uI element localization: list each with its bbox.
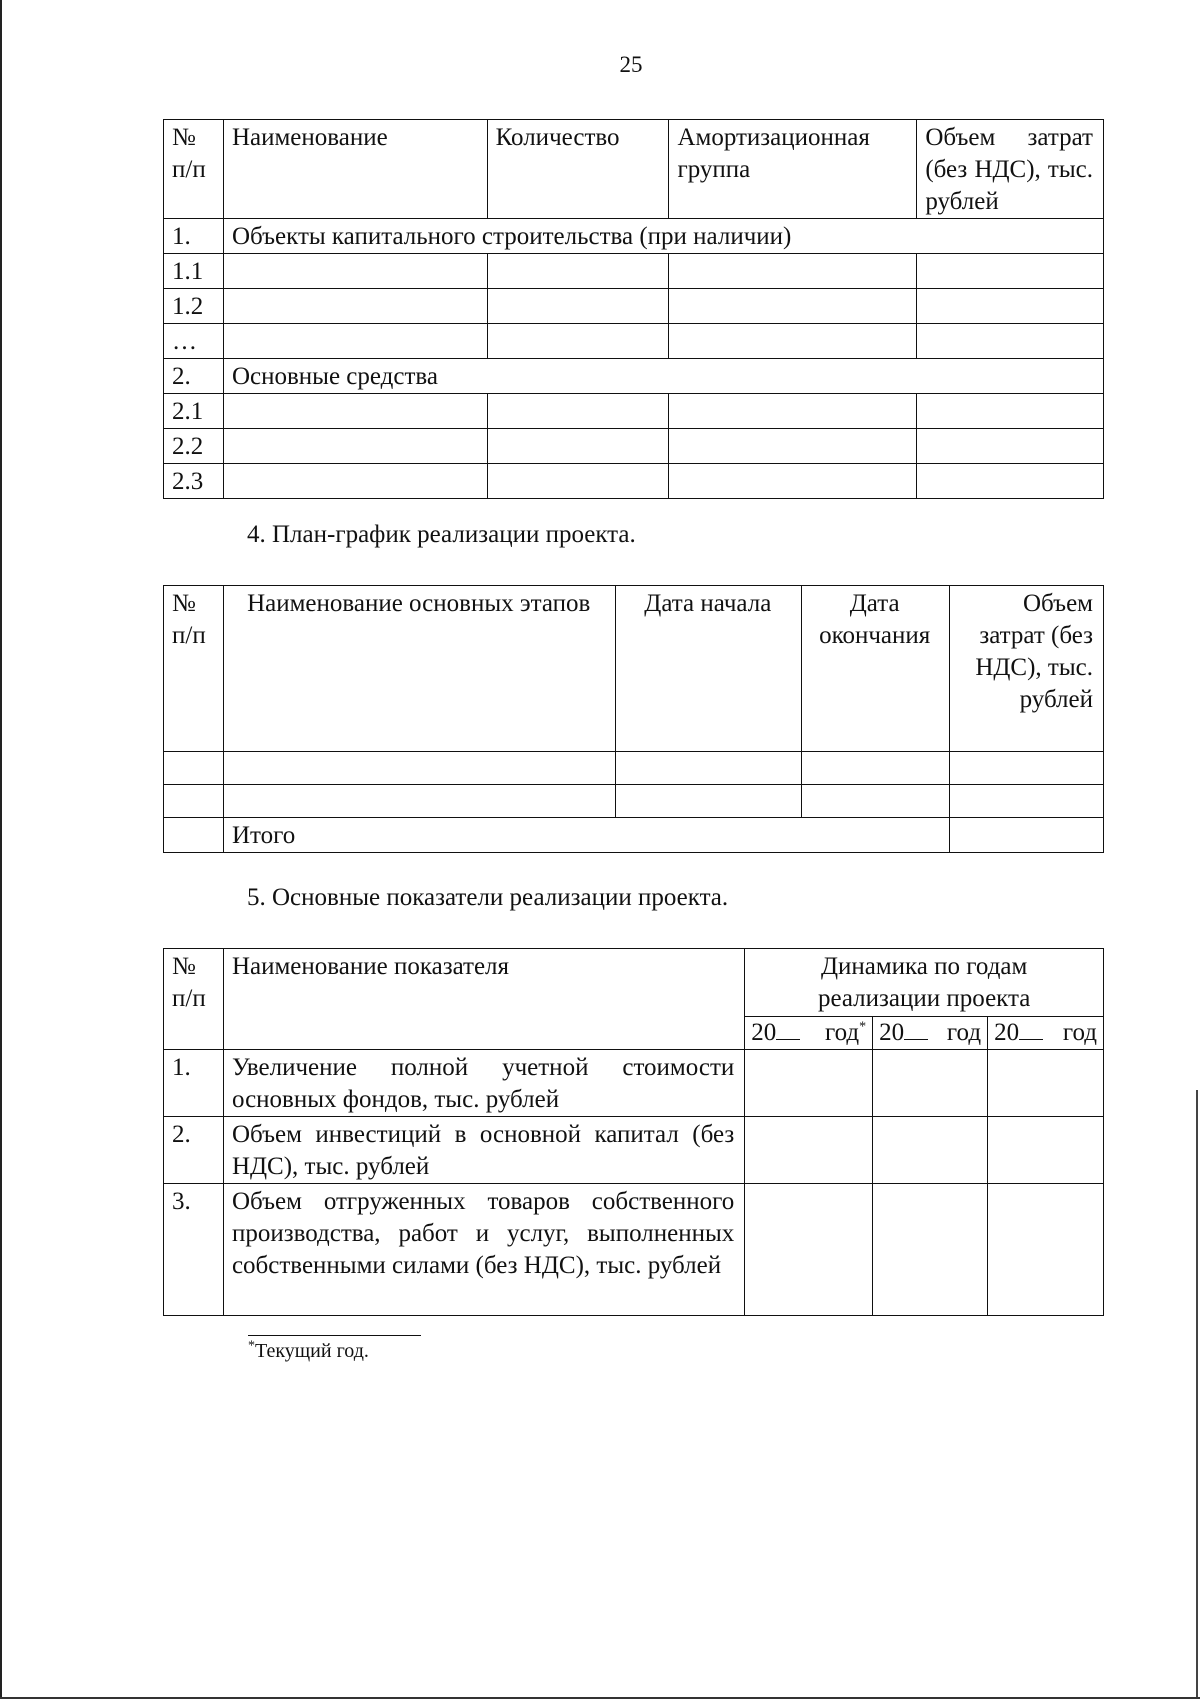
current-year-mark: * — [859, 1019, 867, 1035]
empty-cell — [616, 785, 802, 818]
empty-cell — [669, 429, 917, 464]
header-end-date: Дата окончания — [802, 586, 950, 752]
empty-cell — [745, 1050, 873, 1117]
empty-cell — [487, 254, 669, 289]
empty-cell — [873, 1184, 988, 1316]
table-header-row — [164, 120, 1104, 219]
section-4-title: 4. План-график реализации проекта. — [247, 521, 636, 548]
empty-cell — [917, 394, 1104, 429]
year-blank — [1019, 1021, 1043, 1040]
header-costs: Объем затрат (без НДС), тыс. рублей — [917, 120, 1104, 219]
indicator-name: Объем инвестиций в основной капитал (без НДС), тыс. рублей — [223, 1117, 744, 1184]
empty-cell — [223, 324, 487, 359]
empty-cell — [917, 464, 1104, 499]
year-cell-current — [745, 1017, 873, 1050]
empty-cell — [223, 289, 487, 324]
empty-cell — [917, 254, 1104, 289]
indicator-name: Объем отгруженных товаров собственного производства, работ и услуг, выполненных собственными силами (без НДС), тыс. рублей — [223, 1184, 744, 1316]
empty-cell — [223, 254, 487, 289]
empty-cell — [873, 1050, 988, 1117]
empty-cell — [917, 324, 1104, 359]
table-header-row — [164, 586, 1104, 752]
table-row — [164, 324, 1104, 359]
empty-cell — [487, 464, 669, 499]
table-row — [164, 1050, 1104, 1117]
indicator-name: Увеличение полной учетной стоимости основных фондов, тыс. рублей — [223, 1050, 744, 1117]
empty-cell — [802, 752, 950, 785]
empty-cell — [802, 785, 950, 818]
empty-cell — [988, 1117, 1104, 1184]
empty-cell — [487, 289, 669, 324]
empty-cell — [616, 752, 802, 785]
empty-cell — [487, 324, 669, 359]
year-word: год — [825, 1019, 860, 1046]
empty-cell — [988, 1050, 1104, 1117]
empty-cell — [487, 394, 669, 429]
empty-cell — [950, 818, 1104, 853]
table-row — [164, 1117, 1104, 1184]
year-blank — [776, 1021, 800, 1040]
year-cell — [988, 1017, 1104, 1050]
empty-cell — [669, 289, 917, 324]
empty-cell — [950, 752, 1104, 785]
row-num: 2.3 — [164, 464, 224, 499]
year-cell — [873, 1017, 988, 1050]
table-row — [164, 464, 1104, 499]
table-row — [164, 359, 1104, 394]
empty-cell — [223, 752, 615, 785]
table-row — [164, 254, 1104, 289]
project-indicators-table — [163, 948, 1104, 1316]
header-depreciation-group: Амортизационная группа — [669, 120, 917, 219]
header-quantity: Количество — [487, 120, 669, 219]
row-section-title: Объекты капитального строительства (при наличии) — [223, 219, 1103, 254]
year-prefix: 20 — [994, 1019, 1020, 1046]
header-costs: Объем затрат (без НДС), тыс. рублей — [950, 586, 1104, 752]
empty-cell — [917, 289, 1104, 324]
row-num: 2. — [164, 359, 224, 394]
capital-objects-table — [163, 119, 1104, 499]
empty-cell — [988, 1184, 1104, 1316]
row-num: 3. — [164, 1184, 224, 1316]
empty-cell — [669, 324, 917, 359]
header-dynamics: Динамика по годам реализации проекта — [745, 949, 1104, 1017]
section-5-title: 5. Основные показатели реализации проекта. — [247, 884, 729, 911]
empty-cell — [873, 1117, 988, 1184]
header-start-date: Дата начала — [616, 586, 802, 752]
table-row — [164, 429, 1104, 464]
table-row — [164, 289, 1104, 324]
year-word: год — [946, 1019, 982, 1046]
header-stage-name: Наименование основных этапов — [223, 586, 615, 752]
row-num: 2.2 — [164, 429, 224, 464]
year-blank — [904, 1021, 928, 1040]
table-row — [164, 1184, 1104, 1316]
empty-cell — [745, 1117, 873, 1184]
row-num: 1.1 — [164, 254, 224, 289]
year-prefix: 20 — [879, 1019, 905, 1046]
empty-cell — [164, 752, 224, 785]
empty-cell — [669, 464, 917, 499]
total-label: Итого — [223, 818, 949, 853]
row-num: … — [164, 324, 224, 359]
row-num: 1.2 — [164, 289, 224, 324]
footnote-separator — [248, 1335, 421, 1336]
empty-cell — [164, 785, 224, 818]
empty-cell — [669, 394, 917, 429]
footnote-text: Текущий год. — [255, 1340, 369, 1362]
scan-edge-right — [1196, 1090, 1198, 1699]
empty-cell — [164, 818, 224, 853]
footnote — [248, 1340, 369, 1363]
page-number: 25 — [619, 52, 643, 77]
header-num: № п/п — [164, 949, 224, 1050]
header-num: № п/п — [164, 120, 224, 219]
empty-cell — [950, 785, 1104, 818]
table-row — [164, 219, 1104, 254]
footnote-mark: * — [248, 1338, 255, 1354]
empty-cell — [917, 429, 1104, 464]
header-name: Наименование — [223, 120, 487, 219]
empty-cell — [745, 1184, 873, 1316]
table-row — [164, 785, 1104, 818]
table-total-row — [164, 818, 1104, 853]
table-row — [164, 752, 1104, 785]
empty-cell — [223, 785, 615, 818]
scan-edge-left — [0, 0, 2, 1699]
row-section-title: Основные средства — [223, 359, 1103, 394]
empty-cell — [487, 429, 669, 464]
row-num: 2.1 — [164, 394, 224, 429]
table-row — [164, 394, 1104, 429]
table-header-row — [164, 949, 1104, 1017]
row-num: 2. — [164, 1117, 224, 1184]
header-indicator-name: Наименование показателя — [223, 949, 744, 1050]
empty-cell — [223, 464, 487, 499]
empty-cell — [669, 254, 917, 289]
header-num: № п/п — [164, 586, 224, 752]
empty-cell — [223, 394, 487, 429]
row-num: 1. — [164, 1050, 224, 1117]
year-prefix: 20 — [751, 1019, 777, 1046]
row-num: 1. — [164, 219, 224, 254]
year-word: год — [1062, 1019, 1097, 1046]
project-schedule-table — [163, 585, 1104, 853]
empty-cell — [223, 429, 487, 464]
